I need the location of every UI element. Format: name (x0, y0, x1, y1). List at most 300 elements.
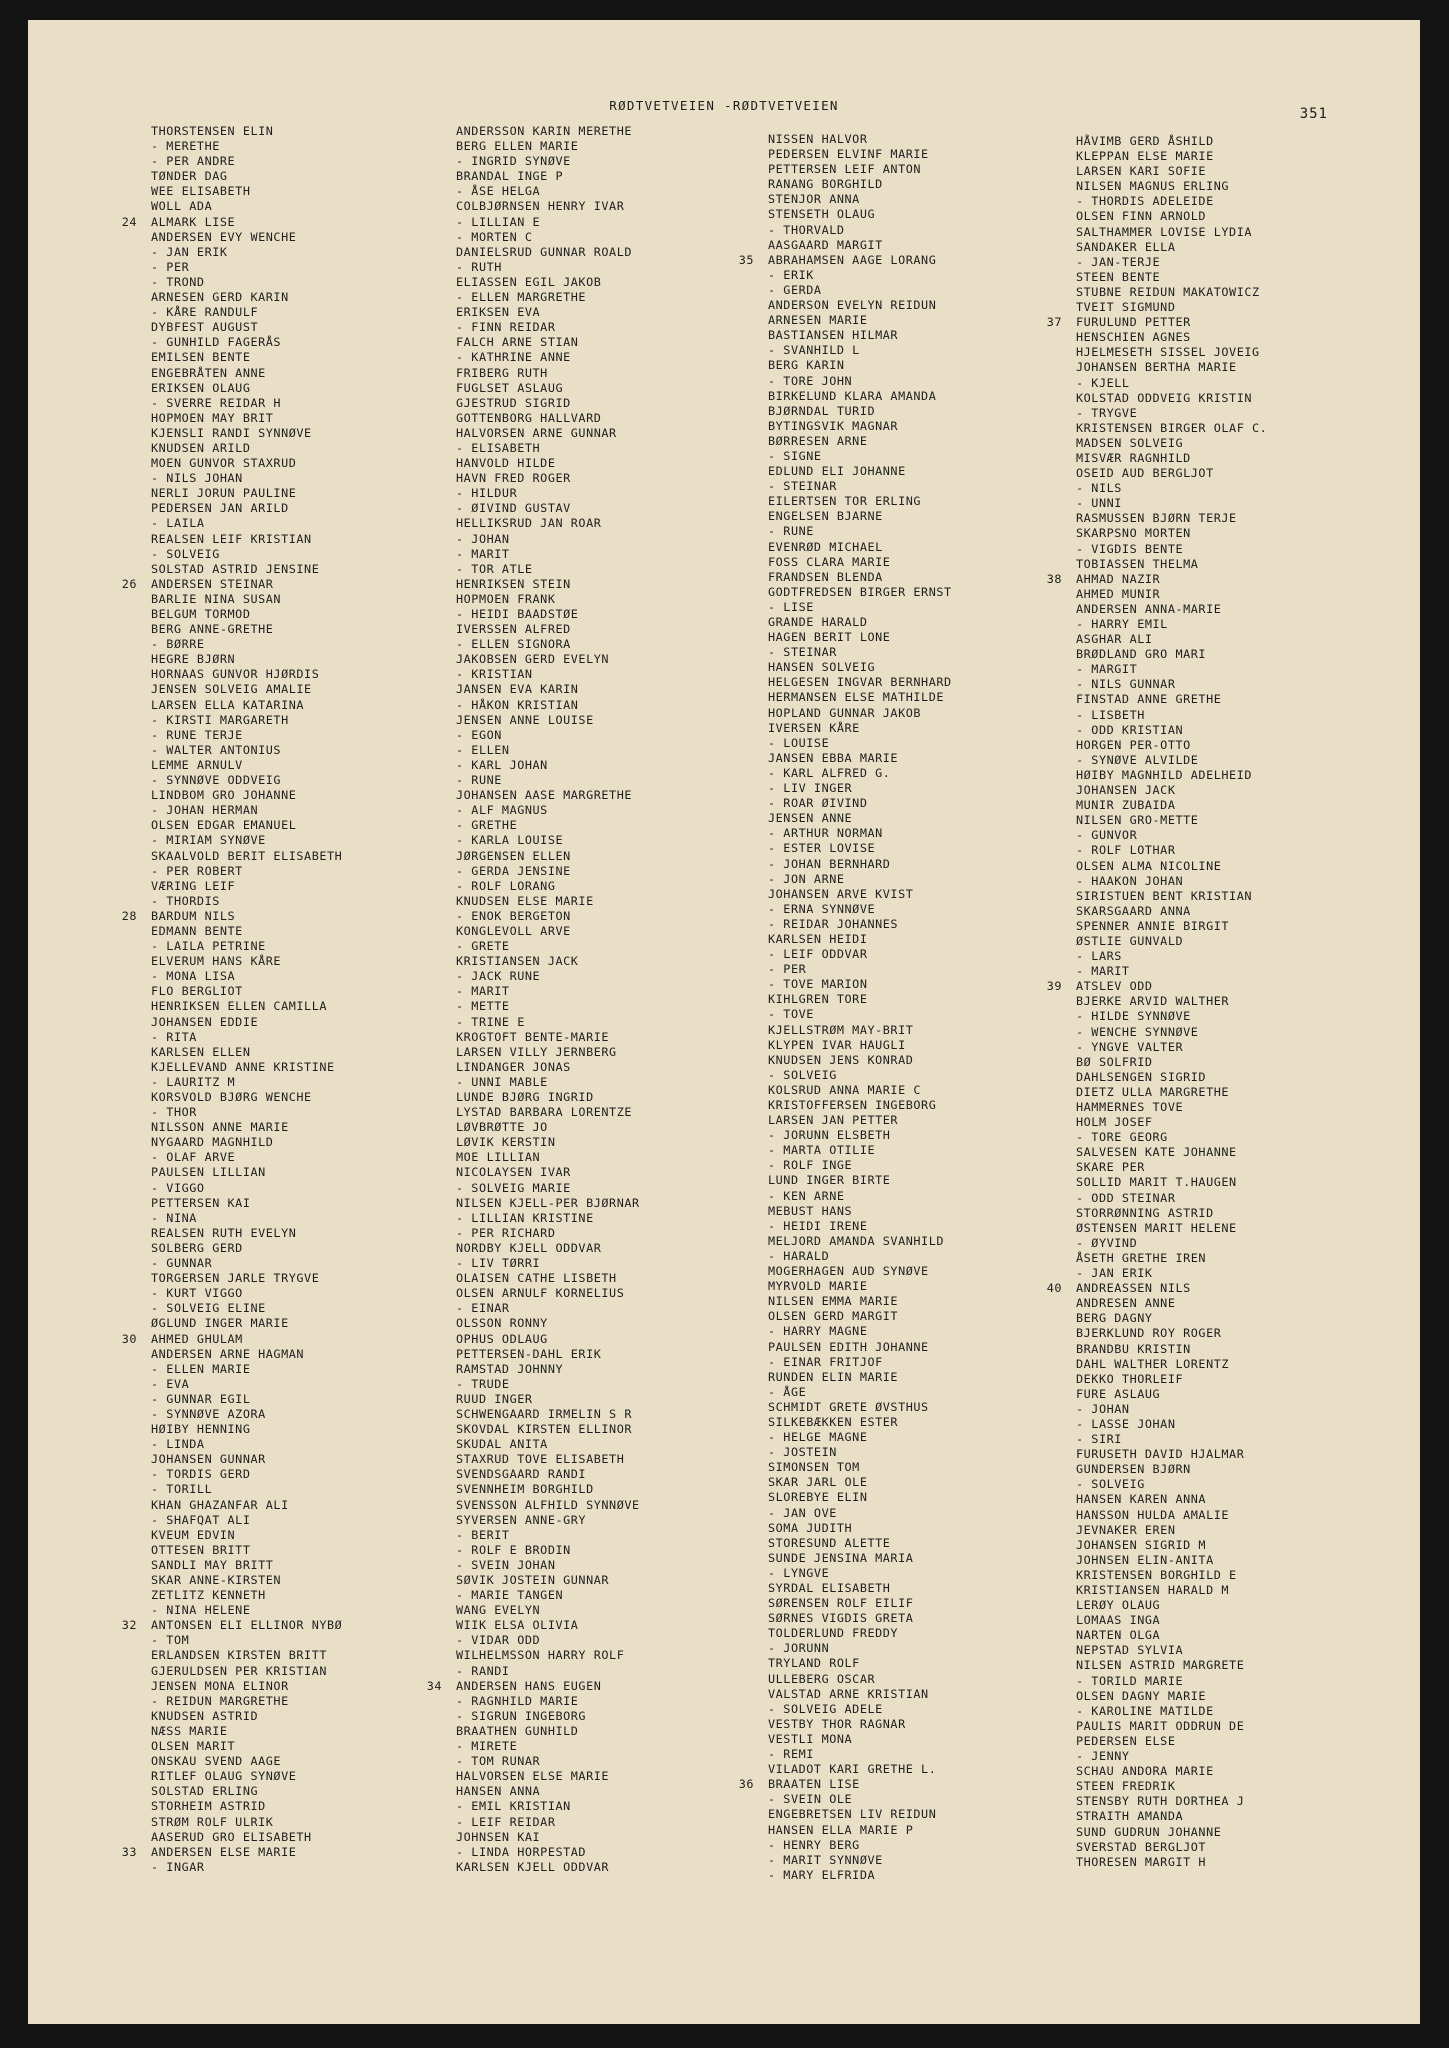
resident-name: SKOVDAL KIRSTEN ELLINOR (456, 1422, 633, 1437)
resident-name: VESTLI MONA (768, 1731, 853, 1746)
resident-entry (456, 471, 786, 486)
resident-name: JANSEN EVA KARIN (456, 682, 579, 697)
resident-entry (768, 1732, 1098, 1747)
resident-name: - TRYGVE (1076, 405, 1138, 420)
resident-entry (456, 1588, 786, 1603)
resident-entry (151, 547, 481, 562)
resident-entry (1046, 571, 1406, 587)
resident-name: SALTHAMMER LOVISE LYDIA (1076, 224, 1253, 239)
resident-name: WILHELMSSON HARRY ROLF (456, 1648, 625, 1663)
resident-entry (151, 743, 481, 758)
resident-name: JOHANSEN AASE MARGRETHE (456, 788, 633, 803)
resident-entry (151, 1120, 481, 1135)
resident-entry (1076, 1251, 1406, 1266)
resident-name: - LISBETH (1076, 707, 1145, 722)
resident-entry (1076, 255, 1406, 270)
resident-entry (121, 214, 481, 230)
resident-name: - TRUDE (456, 1376, 510, 1391)
resident-name: OLSEN DAGNY MARIE (1076, 1688, 1207, 1703)
resident-entry (1076, 843, 1406, 858)
resident-entry (456, 124, 786, 139)
resident-name: SILKEBÆKKEN ESTER (768, 1414, 899, 1429)
resident-entry (1076, 1598, 1406, 1613)
resident-entry (768, 872, 1098, 887)
resident-name: KRISTENSEN BORGHILD E (1076, 1567, 1237, 1582)
resident-name: SVENNHEIM BORGHILD (456, 1482, 594, 1497)
resident-name: FRIBERG RUTH (456, 365, 548, 380)
resident-entry (1076, 1055, 1406, 1070)
resident-name: BERG ANNE-GRETHE (151, 622, 274, 637)
resident-entry (456, 607, 786, 622)
resident-name: MOGERHAGEN AUD SYNØVE (768, 1264, 929, 1279)
resident-entry (768, 374, 1098, 389)
resident-entry (768, 766, 1098, 781)
resident-entry (768, 1204, 1098, 1219)
resident-name: - PER (768, 962, 807, 977)
resident-name: PETTERSEN-DAHL ERIK (456, 1346, 602, 1361)
resident-name: - SYNNØVE ODDVEIG (151, 773, 282, 788)
resident-entry (768, 1294, 1098, 1309)
resident-name: LARSEN JAN PETTER (768, 1113, 899, 1128)
resident-entry (151, 1362, 481, 1377)
resident-name: - ARTHUR NORMAN (768, 826, 883, 841)
resident-name: - VIGDIS BENTE (1076, 541, 1184, 556)
resident-entry (768, 555, 1098, 570)
resident-name: VILADOT KARI GRETHE L. (768, 1762, 937, 1777)
resident-entry (1076, 511, 1406, 526)
resident-name: STAXRUD TOVE ELISABETH (456, 1452, 625, 1467)
resident-entry (768, 479, 1098, 494)
resident-name: BYTINGSVIK MAGNAR (768, 418, 899, 433)
resident-entry (768, 1687, 1098, 1702)
resident-entry (1076, 1523, 1406, 1538)
resident-name: - HARRY MAGNE (768, 1324, 868, 1339)
resident-name: LERØY OLAUG (1076, 1598, 1161, 1613)
resident-entry (1076, 1266, 1406, 1281)
resident-name: GOTTENBORG HALLVARD (456, 410, 602, 425)
resident-entry (1076, 768, 1406, 783)
resident-name: - LARS (1076, 949, 1122, 964)
resident-name: THORESEN MARGIT H (1076, 1854, 1207, 1869)
resident-entry (456, 864, 786, 879)
resident-entry (1076, 1160, 1406, 1175)
resident-entry (151, 818, 481, 833)
resident-name: SYVERSEN ANNE-GRY (456, 1512, 587, 1527)
resident-entry (151, 592, 481, 607)
resident-entry (456, 969, 786, 984)
resident-name: BARDUM NILS (151, 908, 236, 923)
resident-entry (768, 1656, 1098, 1671)
resident-name: LEMME ARNULV (151, 757, 243, 772)
resident-name: HELLIKSRUD JAN ROAR (456, 516, 602, 531)
resident-name: - MARIT (456, 546, 510, 561)
resident-entry (1076, 949, 1406, 964)
resident-entry (768, 238, 1098, 253)
resident-entry (768, 1792, 1098, 1807)
resident-name: - TORILL (151, 1482, 213, 1497)
resident-entry (151, 1075, 481, 1090)
resident-entry (1076, 209, 1406, 224)
resident-entry (768, 1189, 1098, 1204)
resident-entry (768, 1823, 1098, 1838)
resident-entry (456, 1618, 786, 1633)
resident-entry (768, 917, 1098, 932)
resident-entry (1076, 1855, 1406, 1870)
resident-entry (768, 1672, 1098, 1687)
resident-name: ARNESEN GERD KARIN (151, 290, 289, 305)
resident-name: JENSEN MONA ELINOR (151, 1678, 289, 1693)
resident-name: - SVEIN JOHAN (456, 1557, 556, 1572)
resident-entry (456, 275, 786, 290)
resident-name: OLSEN EDGAR EMANUEL (151, 818, 297, 833)
resident-entry (1076, 1417, 1406, 1432)
resident-name: - GUNVOR (1076, 828, 1138, 843)
resident-entry (1076, 1492, 1406, 1507)
resident-entry (456, 818, 786, 833)
resident-entry (768, 932, 1098, 947)
house-number: 39 (1046, 979, 1062, 994)
resident-name: GRANDE HARALD (768, 615, 868, 629)
resident-entry (1076, 225, 1406, 240)
resident-entry (1076, 1749, 1406, 1764)
resident-entry (1076, 1658, 1406, 1673)
resident-name: - MIRETE (456, 1739, 518, 1754)
column-1 (121, 124, 481, 1875)
resident-name: NARTEN OLGA (1076, 1628, 1161, 1643)
resident-name: ÅSETH GRETHE IREN (1076, 1250, 1207, 1265)
resident-entry (456, 713, 786, 728)
resident-entry (738, 1777, 1098, 1792)
house-number: 38 (1046, 571, 1062, 586)
resident-entry (151, 305, 481, 320)
resident-entry (151, 1286, 481, 1301)
resident-entry (768, 1611, 1098, 1626)
resident-name: JENSEN SOLVEIG AMALIE (151, 682, 312, 697)
resident-entry (1076, 1462, 1406, 1477)
resident-name: MEBUST HANS (768, 1203, 853, 1218)
resident-entry (768, 1113, 1098, 1128)
resident-entry (1076, 1009, 1406, 1024)
resident-name: HALVORSEN ARNE GUNNAR (456, 425, 617, 440)
resident-entry (151, 803, 481, 818)
resident-entry (151, 849, 481, 864)
resident-name: NEPSTAD SYLVIA (1076, 1643, 1184, 1658)
resident-entry (768, 1853, 1098, 1868)
resident-name: KJENSLI RANDI SYNNØVE (151, 425, 312, 440)
resident-name: - TROND (151, 274, 205, 289)
resident-name: LARSEN KARI SOFIE (1076, 164, 1207, 179)
resident-name: HALVORSEN ELSE MARIE (456, 1769, 610, 1784)
resident-name: GJERULDSEN PER KRISTIAN (151, 1663, 328, 1678)
resident-entry (456, 894, 786, 909)
resident-entry (768, 660, 1098, 675)
resident-entry (1076, 1538, 1406, 1553)
resident-entry (151, 1347, 481, 1362)
resident-name: SOLLID MARIT T.HAUGEN (1076, 1175, 1237, 1190)
house-number: 32 (121, 1618, 137, 1633)
resident-entry (151, 607, 481, 622)
resident-name: MADSEN SOLVEIG (1076, 435, 1184, 450)
resident-name: ELIASSEN EGIL JAKOB (456, 274, 602, 289)
resident-name: NILSSON ANNE MARIE (151, 1120, 289, 1135)
resident-entry (768, 1068, 1098, 1083)
resident-name: OLSEN MARIT (151, 1739, 236, 1754)
resident-name: - SOLVEIG ELINE (151, 1301, 266, 1316)
resident-entry (151, 1181, 481, 1196)
resident-name: VESTBY THOR RAGNAR (768, 1716, 906, 1731)
resident-name: ANDERSEN EVY WENCHE (151, 229, 297, 244)
resident-entry (1076, 1357, 1406, 1372)
resident-entry (151, 441, 481, 456)
resident-entry (1046, 315, 1406, 330)
resident-name: - JAN ERIK (151, 244, 228, 259)
resident-entry (1076, 919, 1406, 934)
resident-entry (768, 675, 1098, 690)
resident-entry (456, 939, 786, 954)
resident-entry (456, 1498, 786, 1513)
resident-name: - INGRID SYNØVE (456, 154, 571, 169)
resident-name: ØGLUND INGER MARIE (151, 1316, 289, 1331)
resident-name: KARLSEN ELLEN (151, 1044, 251, 1059)
resident-name: - MERETHE (151, 139, 220, 154)
resident-entry (456, 954, 786, 969)
resident-name: - ØYVIND (1076, 1235, 1138, 1250)
resident-name: SOMA JUDITH (768, 1520, 853, 1535)
resident-entry (1076, 798, 1406, 813)
resident-name: - HÅKON KRISTIAN (456, 697, 579, 712)
resident-entry (151, 1543, 481, 1558)
resident-entry (151, 366, 481, 381)
resident-name: FURULUND PETTER (1076, 315, 1191, 330)
resident-name: HAGEN BERIT LONE (768, 630, 891, 645)
resident-name: KOLSRUD ANNA MARIE C (768, 1082, 922, 1097)
resident-entry (768, 449, 1098, 464)
resident-entry (151, 381, 481, 396)
resident-name: - EVA (151, 1376, 190, 1391)
resident-name: KARLSEN KJELL ODDVAR (456, 1859, 610, 1874)
resident-name: BELGUM TORMOD (151, 607, 251, 621)
resident-entry (151, 1150, 481, 1165)
resident-name: ERIKSEN OLAUG (151, 380, 251, 395)
resident-name: - SOLVEIG (151, 546, 220, 561)
resident-name: PAULSEN LILLIAN (151, 1165, 266, 1180)
resident-name: - SVEIN OLE (768, 1792, 853, 1807)
resident-entry (151, 1482, 481, 1497)
house-number: 24 (121, 214, 137, 229)
resident-entry (1076, 994, 1406, 1009)
resident-entry (1076, 360, 1406, 375)
resident-name: TRYLAND ROLF (768, 1656, 860, 1671)
resident-name: - GRETE (456, 939, 510, 954)
resident-entry (456, 1573, 786, 1588)
resident-entry (456, 1211, 786, 1226)
resident-entry (456, 1513, 786, 1528)
resident-entry (151, 1135, 481, 1150)
resident-name: - METTE (456, 999, 510, 1014)
resident-name: - MIRIAM SYNØVE (151, 833, 266, 848)
resident-name: MOE LILLIAN (456, 1150, 541, 1165)
resident-entry (151, 516, 481, 531)
resident-entry (1076, 1840, 1406, 1855)
resident-entry (456, 547, 786, 562)
resident-name: VÆRING LEIF (151, 878, 236, 893)
resident-name: KIHLGREN TORE (768, 992, 868, 1007)
resident-entry (456, 396, 786, 411)
resident-name: JOHANSEN GUNNAR (151, 1452, 266, 1467)
resident-name: STORHEIM ASTRID (151, 1799, 266, 1814)
resident-entry (1076, 164, 1406, 179)
resident-entry (456, 320, 786, 335)
resident-entry (1076, 391, 1406, 406)
resident-entry (1076, 587, 1406, 602)
resident-entry (768, 1521, 1098, 1536)
resident-entry (768, 992, 1098, 1007)
resident-name: - BERIT (456, 1527, 510, 1542)
resident-entry (456, 1196, 786, 1211)
resident-entry (1076, 1477, 1406, 1492)
resident-entry (768, 1264, 1098, 1279)
resident-name: - RUNE (456, 773, 502, 788)
resident-name: - KRISTIAN (456, 667, 533, 682)
resident-name: - LAURITZ M (151, 1074, 236, 1089)
resident-entry (151, 1452, 481, 1467)
resident-name: IVERSEN KÅRE (768, 720, 860, 735)
resident-name: HAMMERNES TOVE (1076, 1100, 1184, 1114)
resident-name: - INGAR (151, 1859, 205, 1874)
resident-entry (456, 532, 786, 547)
resident-entry (768, 540, 1098, 555)
resident-name: KONGLEVOLL ARVE (456, 923, 571, 938)
resident-name: JØRGENSEN ELLEN (456, 848, 571, 863)
resident-entry (456, 1181, 786, 1196)
resident-entry (456, 139, 786, 154)
resident-name: - KARL ALFRED G. (768, 765, 891, 780)
resident-entry (151, 169, 481, 184)
resident-entry (456, 290, 786, 305)
resident-entry (151, 1377, 481, 1392)
resident-name: TØNDER DAG (151, 169, 228, 184)
resident-entry (151, 1226, 481, 1241)
resident-entry (456, 456, 786, 471)
resident-entry (456, 667, 786, 682)
resident-name: SCHMIDT GRETE ØVSTHUS (768, 1399, 929, 1414)
resident-entry (768, 1234, 1098, 1249)
resident-name: REALSEN LEIF KRISTIAN (151, 531, 312, 546)
resident-name: - THORDIS (151, 893, 220, 908)
resident-entry (768, 1641, 1098, 1656)
resident-entry (151, 1815, 481, 1830)
resident-entry (768, 1400, 1098, 1415)
resident-entry (151, 924, 481, 939)
resident-name: KNUDSEN ASTRID (151, 1708, 259, 1723)
resident-entry (1076, 270, 1406, 285)
resident-entry (121, 1844, 481, 1860)
resident-name: OLAISEN CATHE LISBETH (456, 1271, 617, 1286)
resident-entry (456, 350, 786, 365)
resident-entry (1076, 1372, 1406, 1387)
resident-name: MOEN GUNVOR STAXRUD (151, 456, 297, 471)
resident-name: BRAATEN LISE (768, 1777, 860, 1792)
resident-entry (1076, 406, 1406, 421)
resident-name: DYBFEST AUGUST (151, 320, 259, 335)
resident-name: - REIDAR JOHANNES (768, 916, 899, 931)
resident-entry (768, 1385, 1098, 1400)
resident-name: BERG DAGNY (1076, 1311, 1153, 1326)
resident-name: ANDREASSEN NILS (1076, 1281, 1191, 1296)
resident-entry (1076, 557, 1406, 572)
resident-name: - SVANHILD L (768, 343, 860, 358)
resident-entry (151, 1316, 481, 1331)
resident-entry (1076, 1100, 1406, 1115)
resident-name: NILSEN GRO-METTE (1076, 813, 1199, 828)
resident-entry (456, 184, 786, 199)
resident-entry (768, 298, 1098, 313)
resident-name: - ODD KRISTIAN (1076, 722, 1184, 737)
resident-name: - MARY ELFRIDA (768, 1867, 876, 1882)
resident-name: NERLI JORUN PAULINE (151, 486, 297, 501)
resident-entry (1076, 1130, 1406, 1145)
resident-name: SYRDAL ELISABETH (768, 1581, 891, 1595)
resident-entry (151, 682, 481, 697)
resident-entry (768, 1143, 1098, 1158)
resident-name: - LIV TØRRI (456, 1256, 541, 1271)
resident-name: JENSEN ANNE (768, 811, 853, 826)
resident-entry (151, 864, 481, 879)
resident-name: - ELLEN (456, 742, 510, 757)
resident-entry (151, 728, 481, 743)
resident-name: JOHANSEN ARVE KVIST (768, 886, 914, 901)
resident-entry (768, 389, 1098, 404)
resident-name: - HEIDI IRENE (768, 1218, 868, 1233)
resident-entry (151, 532, 481, 547)
resident-name: - KATHRINE ANNE (456, 350, 571, 365)
resident-entry (768, 1702, 1098, 1717)
resident-entry (456, 773, 786, 788)
resident-name: IVERSSEN ALFRED (456, 622, 571, 637)
resident-name: - SYNNØVE AZORA (151, 1406, 266, 1421)
resident-entry (1076, 1568, 1406, 1583)
resident-name: ØSTENSEN MARIT HELENE (1076, 1220, 1237, 1235)
resident-entry (768, 177, 1098, 192)
resident-name: ANDRESEN ANNE (1076, 1296, 1176, 1311)
resident-entry (151, 713, 481, 728)
resident-entry (768, 887, 1098, 902)
resident-entry (1076, 617, 1406, 632)
resident-entry (151, 1830, 481, 1845)
resident-entry (1076, 526, 1406, 541)
resident-name: DANIELSRUD GUNNAR ROALD (456, 244, 633, 259)
resident-name: - RUNE TERJE (151, 727, 243, 742)
resident-name: FLO BERGLIOT (151, 984, 243, 999)
resident-entry (456, 486, 786, 501)
resident-name: - KJELL (1076, 375, 1130, 390)
resident-entry (1076, 1236, 1406, 1251)
resident-name: TORGERSEN JARLE TRYGVE (151, 1271, 320, 1286)
resident-name: LOMAAS INGA (1076, 1613, 1161, 1628)
resident-name: - JACK RUNE (456, 969, 541, 984)
resident-entry (1076, 1311, 1406, 1326)
resident-name: - SOLVEIG ADELE (768, 1701, 883, 1716)
resident-entry (456, 1543, 786, 1558)
resident-name: - ALF MAGNUS (456, 803, 548, 818)
resident-name: ZETLITZ KENNETH (151, 1588, 266, 1603)
resident-name: REALSEN RUTH EVELYN (151, 1225, 297, 1240)
resident-entry (768, 1430, 1098, 1445)
resident-entry (1076, 542, 1406, 557)
resident-entry (1046, 979, 1406, 994)
resident-entry (768, 796, 1098, 811)
resident-entry (151, 1769, 481, 1784)
